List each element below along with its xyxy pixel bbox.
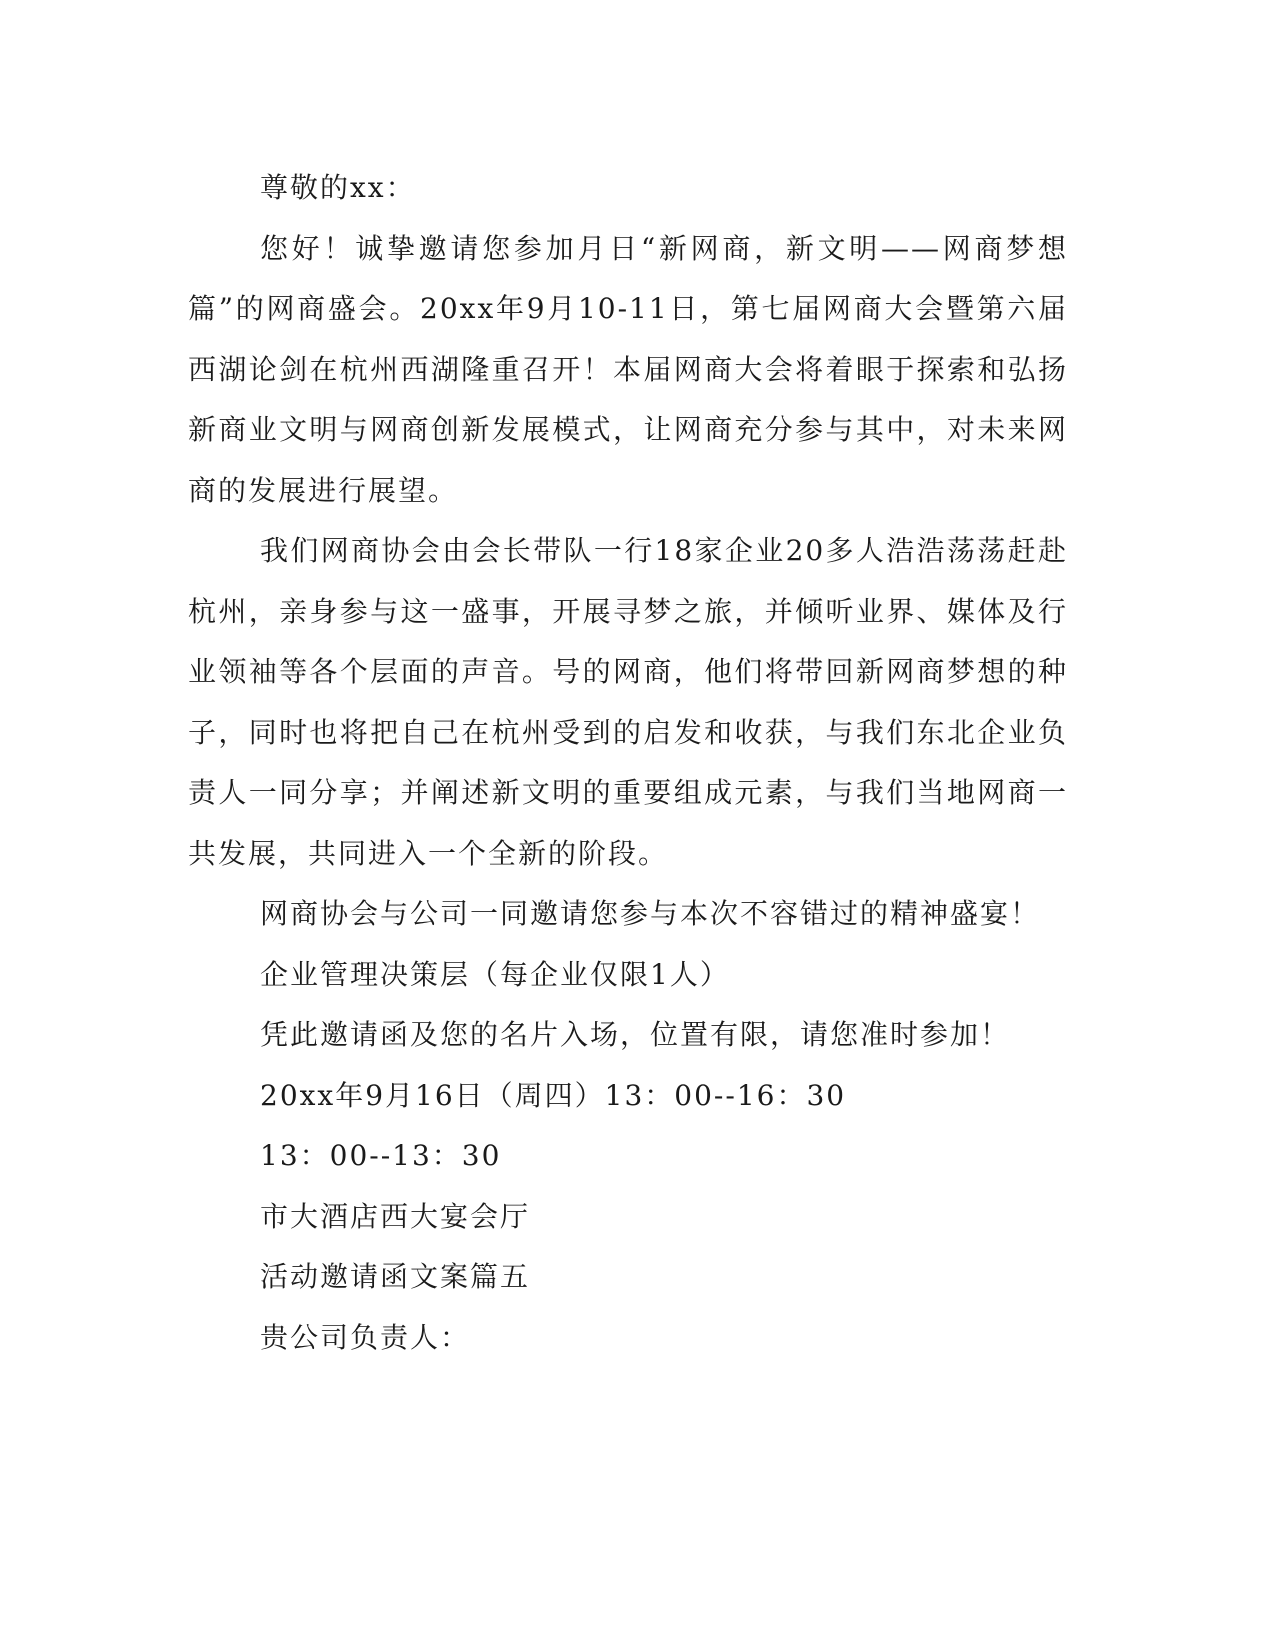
invitation-line: 网商协会与公司一同邀请您参与本次不容错过的精神盛宴！ (260, 897, 1041, 930)
section-title: 活动邀请函文案篇五 (260, 1260, 531, 1293)
paragraph-intro: 您好！诚挚邀请您参加月日“新网商，新文明——网商梦想篇”的网商盛会。20xx年9月10-11日，第七届网商大会暨第六届西湖论剑在杭州西湖隆重召开！本届网商大会将着眼于探索和弘扬新商业文明与网商创新发展模式，让网商充分参与其中，对未来网商的发展进行展望。 (188, 231, 1068, 507)
entry-note: 凭此邀请函及您的名片入场，位置有限，请您准时参加！ (260, 1018, 1011, 1051)
paragraph-association: 我们网商协会由会长带队一行18家企业20多人浩浩荡荡赶赴杭州，亲身参与这一盛事，开展寻梦之旅，并倾听业界、媒体及行业领袖等各个层面的声音。号的网商，他们将带回新网商梦想的种子，同时也将把自己在杭州受到的启发和收获，与我们东北企业负责人一同分享；并阐述新文明的重要组成元素，与我们当地网商一共发展，共同进入一个全新的阶段。 (188, 534, 1068, 870)
letter-body (188, 158, 1068, 1368)
event-date: 20xx年9月16日（周四）13：00--16：30 (260, 1078, 847, 1112)
signin-time: 13：00--13：30 (260, 1139, 502, 1172)
audience-line: 企业管理决策层（每企业仅限1人） (260, 957, 730, 991)
event-venue: 市大酒店西大宴会厅 (260, 1199, 531, 1233)
salutation: 尊敬的xx： (260, 171, 416, 204)
next-salutation: 贵公司负责人： (260, 1320, 471, 1354)
